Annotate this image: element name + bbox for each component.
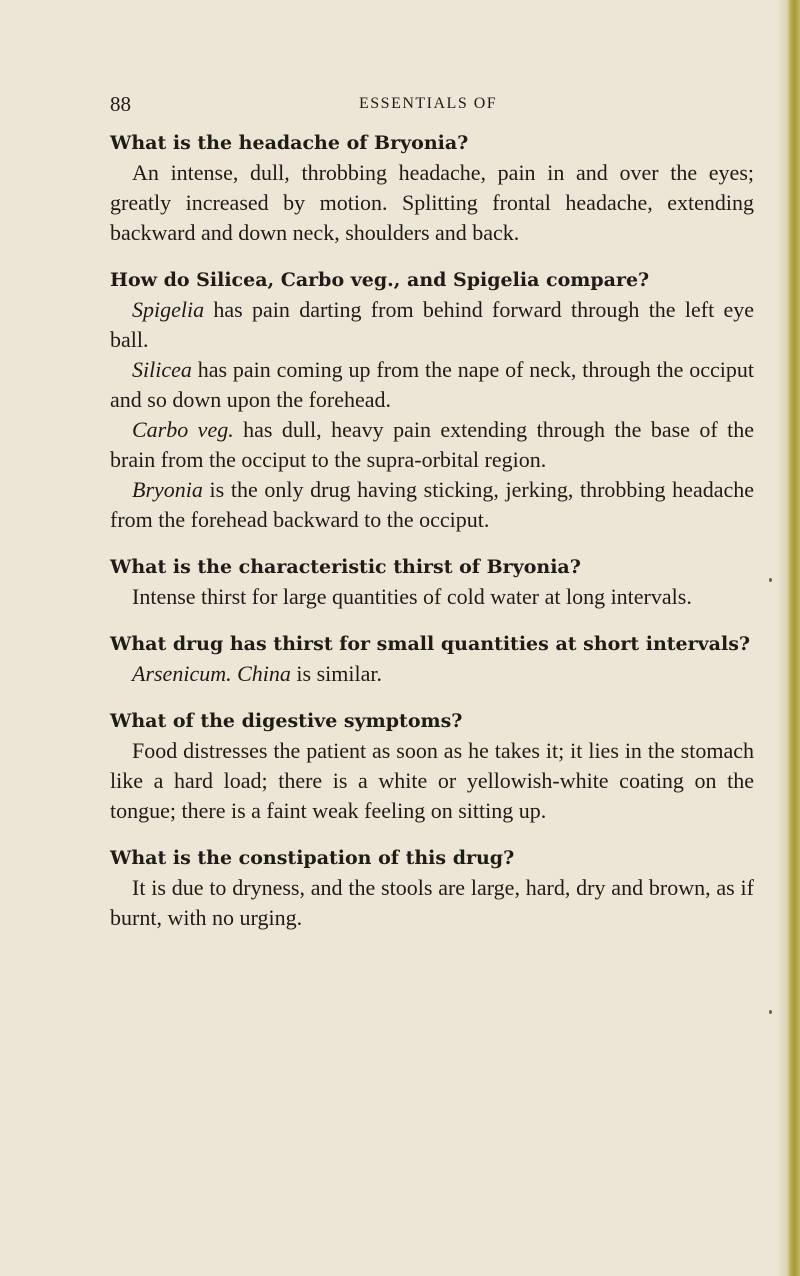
running-head-title: ESSENTIALS OF (359, 95, 498, 112)
qa-section-compare (110, 265, 754, 535)
drug-name: Silicea (132, 357, 192, 382)
page-content (110, 92, 754, 950)
qa-section-constipation (110, 843, 754, 933)
answer-text: is similar. (290, 661, 382, 686)
qa-section-digestive (110, 706, 754, 826)
answer (110, 355, 754, 415)
question: What is the constipation of this drug? (110, 847, 515, 869)
answer (110, 295, 754, 355)
drug-name: Spigelia (132, 297, 205, 322)
drug-name: China (237, 661, 291, 686)
drug-name: Carbo veg. (132, 417, 234, 442)
answer: Food distresses the patient as soon as he takes it; it lies in the stomach like a hard load; there is a white or yellowish-white coating on the tongue; there is a faint weak feeling on sitting up. (110, 738, 754, 823)
answer-text: is the only drug having sticking, jerking, throbbing headache from the forehead backward to the occiput. (110, 477, 754, 532)
paper-fleck (769, 578, 772, 582)
qa-section-bryonia-headache (110, 128, 754, 248)
question: What drug has thirst for small quantities at short intervals? (110, 633, 751, 655)
question: What of the digestive symptoms? (110, 710, 463, 732)
answer (110, 415, 754, 475)
answer (110, 475, 754, 535)
qa-section-bryonia-thirst (110, 552, 754, 612)
drug-name: Arsenicum. (132, 661, 232, 686)
drug-name: Bryonia (132, 477, 203, 502)
question: How do Silicea, Carbo veg., and Spigelia compare? (110, 269, 650, 291)
answer: It is due to dryness, and the stools are large, hard, dry and brown, as if burnt, with no urging. (110, 875, 754, 930)
page-number: 88 (110, 92, 131, 116)
qa-section-small-thirst (110, 629, 754, 689)
paper-fleck (769, 1010, 772, 1014)
question: What is the headache of Bryonia? (110, 132, 469, 154)
book-page-edge (786, 0, 800, 1276)
running-head (110, 92, 754, 122)
answer-text: has pain coming up from the nape of neck, through the occiput and so down upon the forehead. (110, 357, 754, 412)
question: What is the characteristic thirst of Bryonia? (110, 556, 581, 578)
answer (110, 659, 754, 689)
answer: An intense, dull, throbbing headache, pain in and over the eyes; greatly increased by motion. Splitting frontal headache, extending backward and down neck, shoulders and back. (110, 160, 754, 245)
page-edge-shadow (776, 0, 786, 1276)
answer: Intense thirst for large quantities of cold water at long intervals. (132, 584, 692, 609)
answer-text: has pain darting from behind forward through the left eye ball. (110, 297, 754, 352)
answer-text: has dull, heavy pain extending through the base of the brain from the occiput to the supra-orbital region. (110, 417, 754, 472)
